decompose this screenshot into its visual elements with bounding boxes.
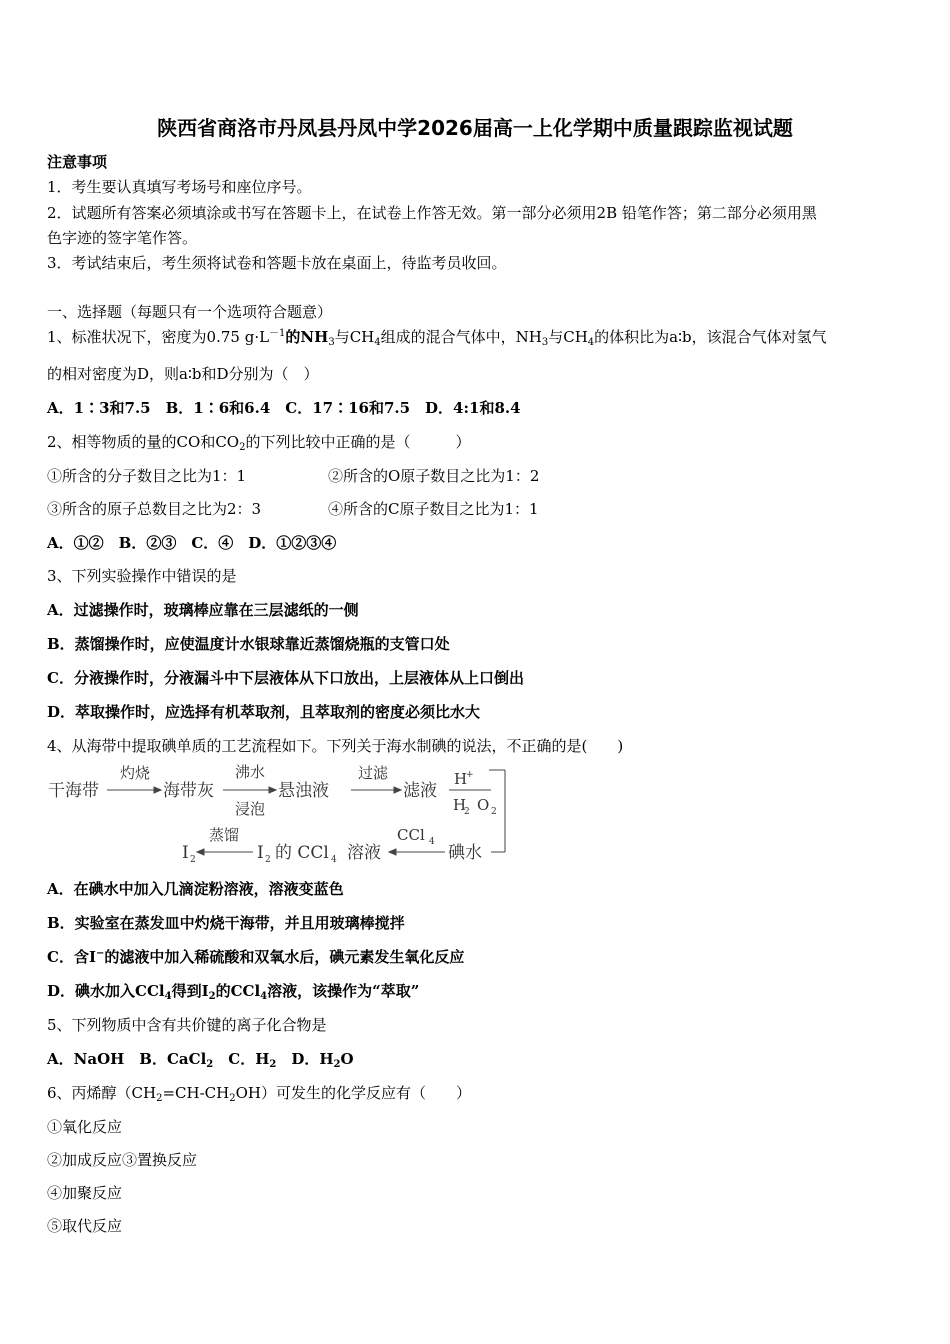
flow-node-i2-ccl4-a: I [257,843,264,863]
flow-label-distill: 蒸馏 [209,826,240,844]
notice-item-2: 2．试题所有答案必须填涂或书写在答题卡上，在试卷上作答无效。第一部分必须用2B 铅笔作答；第二部分必须用黑 [47,204,817,222]
q3-option-d: D．萃取操作时，应选择有机萃取剂，且萃取剂的密度必须比水大 [47,703,481,721]
flow-node-iodine: I [182,843,189,863]
q2-statement-4: ④所含的C原子数目之比为1：1 [328,500,539,518]
flow-node-kelp-ash: 海带灰 [163,781,214,801]
q4-option-a: A．在碘水中加入几滴淀粉溶液，溶液变蓝色 [47,880,344,898]
svg-text:+: + [466,770,474,780]
svg-text:2: 2 [464,807,470,817]
flow-node-dried-kelp: 干海带 [48,781,99,801]
flow-node-i2-ccl4-b: 的 CCl [275,843,329,863]
q5-options: A．NaOH B．CaCl$_2$ C．$H_2$ D．$H_2O$ [47,1050,354,1070]
notice-item-3: 3．考试结束后，考生须将试卷和答题卡放在桌面上，待监考员收回。 [47,254,507,272]
flow-node-i2-ccl4-c: 溶液 [347,843,381,863]
q2-statement-3: ③所含的原子总数目之比为2：3 [47,500,262,518]
q4-option-d: D．碘水加入CCl$_4$得到$I_2$的CCl$_4$溶液，该操作为“萃取” [47,982,420,1002]
q3-stem: 3、下列实验操作中错误的是 [47,567,237,585]
q1-stem-line2: 的相对密度为D，则a∶b和D分别为（ ） [47,365,319,383]
q6-reaction-1: ①氧化反应 [47,1118,123,1136]
q2-options: A．①② B．②③ C．④ D．①②③④ [47,534,337,552]
q3-option-b: B．蒸馏操作时，应使温度计水银球靠近蒸馏烧瓶的支管口处 [47,635,450,653]
notice-heading: 注意事项 [47,153,108,171]
flow-label-h: H [454,770,468,788]
svg-text:O: O [477,796,490,814]
flow-label-ccl4: CCl [397,826,425,844]
q6-reaction-3: ④加聚反应 [47,1184,123,1202]
flow-node-iodine-water: 碘水 [448,843,482,863]
notice-item-2-cont: 色字迹的签字笔作答。 [47,229,198,247]
flow-label-burn: 灼烧 [120,764,151,782]
q6-reaction-2: ②加成反应③置换反应 [47,1151,198,1169]
flow-node-filtrate: 滤液 [403,781,437,801]
q6-stem: 6、丙烯醇$(CH_2=CH-CH_2OH)$可发生的化学反应有（ ） [47,1084,472,1104]
flow-node-suspension: 悬浊液 [278,781,329,801]
q4-option-c: C．含I−的滤液中加入稀硫酸和双氧水后，碘元素发生氧化反应 [47,948,465,966]
flow-label-boil: 沸水 [235,763,266,781]
svg-text:4: 4 [429,837,435,847]
section-heading: 一、选择题（每题只有一个选项符合题意） [47,303,333,321]
q5-stem: 5、下列物质中含有共价键的离子化合物是 [47,1016,327,1034]
q4-option-b: B．实验室在蒸发皿中灼烧干海带，并且用玻璃棒搅拌 [47,914,405,932]
q6-reaction-4: ⑤取代反应 [47,1217,123,1235]
notice-item-1: 1．考生要认真填写考场号和座位序号。 [47,178,312,196]
flow-label-h2o2: H [453,796,467,814]
page-title: 陕西省商洛市丹凤县丹凤中学2026届高一上化学期中质量跟踪监视试题 [157,116,793,140]
q4-stem: 4、从海带中提取碘单质的工艺流程如下。下列关于海水制碘的说法，不正确的是( ) [47,737,624,755]
q1-options: A．1∶3和7.5 B．1∶6和6.4 C．17∶16和7.5 D．4:1和8.4 [47,399,521,417]
svg-text:2: 2 [265,855,271,865]
q3-option-a: A．过滤操作时，玻璃棒应靠在三层滤纸的一侧 [47,601,359,619]
q2-statement-1: ①所含的分子数目之比为1：1 [47,467,247,485]
q1-stem-line1: 1、标准状况下，密度为0.75 $g\cdot L^{-1}$的$NH_3$与$CH_4$组成的混合气体中，$NH_3$与$CH_4$的体积比为a∶b，该混合气体对氢气 [47,328,827,348]
flow-label-filter: 过滤 [358,764,389,782]
q3-option-c: C．分液操作时，分液漏斗中下层液体从下口放出，上层液体从上口倒出 [47,669,524,687]
svg-text:2: 2 [190,855,196,865]
svg-text:4: 4 [331,855,337,865]
q2-stem: 2、相等物质的量的CO和$CO_2$的下列比较中正确的是（ ） [47,433,471,453]
process-flow-diagram [45,760,515,870]
q2-statement-2: ②所含的O原子数目之比为1：2 [328,467,540,485]
flow-label-soak: 浸泡 [235,800,266,818]
svg-text:2: 2 [491,807,497,817]
